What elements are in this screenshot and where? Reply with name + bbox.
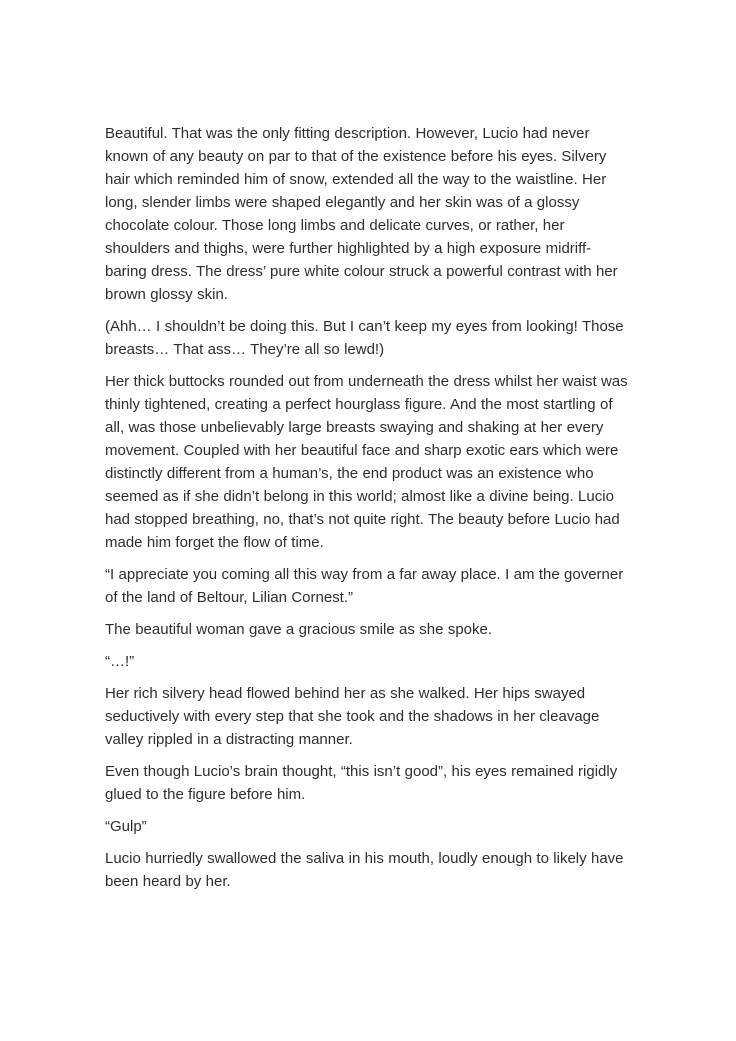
paragraph: Even though Lucio’s brain thought, “this isn’t good”, his eyes remained rigidly glued to the figure before him.: [105, 763, 618, 803]
paragraph: “I appreciate you coming all this way from a far away place. I am the governer of the land of Beltour, Lilian Cornest.”: [105, 566, 624, 606]
paragraph: Her thick buttocks rounded out from underneath the dress whilst her waist was thinly tightened, creating a perfect hourglass figure. And the most startling of all, was those unbelievably large breasts swaying and shaking at her every movement. Coupled with her beautiful face and sharp exotic ears which were distinctly different from a human’s, the end product was an existence who seemed as if she didn’t belong in this world; almost like a divine being. Lucio had stopped breathing, no, that’s not quite right. The beauty before Lucio had made him forget the flow of time.: [105, 373, 628, 551]
paragraph: “…!”: [105, 653, 135, 670]
paragraph: (Ahh… I shouldn’t be doing this. But I can’t keep my eyes from looking! Those breasts… That ass… They’re all so lewd!): [105, 318, 624, 358]
page-text-block: [105, 122, 629, 902]
paragraph: Beautiful. That was the only fitting description. However, Lucio had never known of any beauty on par to that of the existence before his eyes. Silvery hair which reminded him of snow, extended all the way to the waistline. Her long, slender limbs were shaped elegantly and her skin was of a glossy chocolate colour. Those long limbs and delicate curves, or rather, her shoulders and thighs, were further highlighted by a high exposure midriff-baring dress. The dress’ pure white colour struck a powerful contrast with her brown glossy skin.: [105, 125, 618, 303]
paragraph: “Gulp”: [105, 818, 147, 835]
paragraph: Lucio hurriedly swallowed the saliva in his mouth, loudly enough to likely have been heard by her.: [105, 850, 624, 890]
paragraph: Her rich silvery head flowed behind her as she walked. Her hips swayed seductively with every step that she took and the shadows in her cleavage valley rippled in a distracting manner.: [105, 685, 600, 748]
paragraph: The beautiful woman gave a gracious smile as she spoke.: [105, 621, 493, 638]
